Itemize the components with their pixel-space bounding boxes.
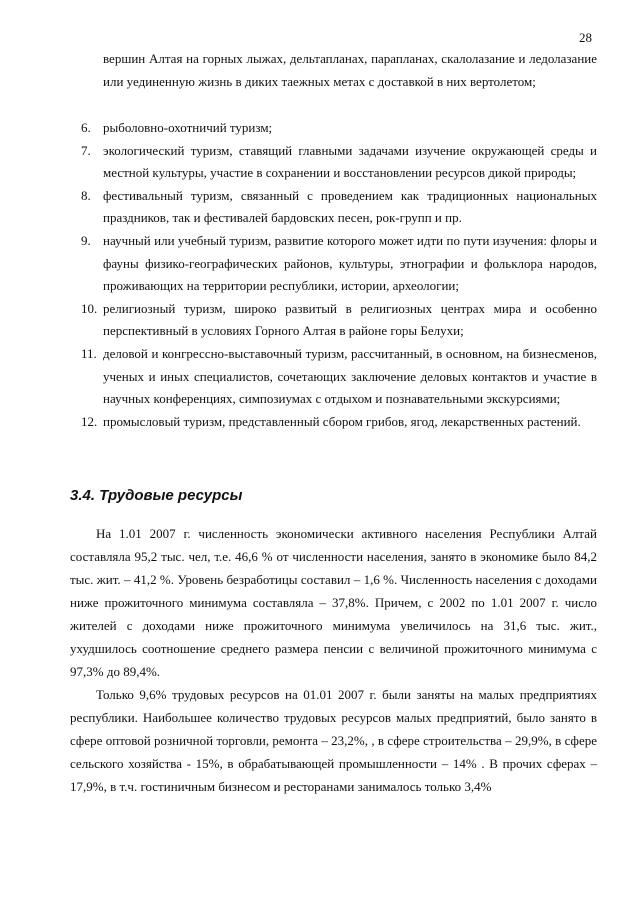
list-item-continuation: вершин Алтая на горных лыжах, дельтапланах, парапланах, скалолазание и ледолазание или уединенную жизнь в диких таежных метах с доставкой в них вертолетом;: [103, 51, 597, 89]
list-item-number: 12.: [81, 413, 98, 429]
list-item-text: экологический туризм, ставящий главными задачами изучение окружающей среды и местной культуры, участие в сохранении и восстановлении ресурсов дикой природы;: [103, 142, 597, 181]
list-item: [81, 117, 597, 140]
list-item: [81, 411, 597, 434]
list-item-number: 6.: [81, 120, 91, 135]
list-item-number: 11.: [81, 345, 97, 361]
list-item: [81, 230, 597, 298]
list-item: [81, 343, 597, 411]
section-body: [70, 522, 597, 798]
list-item-text: рыболовно-охотничий туризм;: [103, 120, 273, 135]
list-item-text: религиозный туризм, широко развитый в религиозных центрах мира и особенно перспективный в условиях Горного Алтая в районе горы Белухи;: [103, 300, 597, 339]
page-number: 28: [579, 30, 592, 45]
list-item-text: промысловый туризм, представленный сбором грибов, ягод, лекарственных растений.: [103, 413, 581, 429]
paragraph: Только 9,6% трудовых ресурсов на 01.01 2007 г. были заняты на малых предприятиях республики. Наибольшее количество трудовых ресурсов малых предприятий, было занято в сфере оптовой розничной торговли, ремонта – 23,2%, , в сфере строительства – 29,9%, в сфере сельского хозяйства - 15%, в обрабатывающей промышленности – 14% . В прочих сферах – 17,9%, в т.ч. гостиничным бизнесом и ресторанами занималось только 3,4%: [70, 687, 597, 794]
list-item-text: фестивальный туризм, связанный с проведением как традиционных национальных праздников, так и фестивалей бардовских песен, рок-групп и пр.: [103, 187, 597, 226]
list-item-text: научный или учебный туризм, развитие которого может идти по пути изучения: флоры и фауны физико-географических районов, культуры, этнографии и фольклора народов, проживающих на территории республики, истории, археологии;: [103, 232, 597, 294]
list-item-number: 7.: [81, 142, 91, 158]
paragraph: На 1.01 2007 г. численность экономически активного населения Республики Алтай составляла 95,2 тыс. чел, т.е. 46,6 % от численности населения, занято в экономике было 84,2 тыс. жит. – 41,2 %. Уровень безработицы составил – 1,6 %. Численность населения с доходами ниже прожиточного минимума составляла – 37,8%. Причем, с 2002 по 1.01 2007 г. число жителей с доходами ниже прожиточного минимума увеличилось на 31,6 тыс. жит., ухудшилось соотношение среднего размера пенсии с величиной прожиточного минимума с 97,3% до 89,4%.: [70, 526, 597, 679]
list-item-text: деловой и конгрессно-выставочный туризм, рассчитанный, в основном, на бизнесменов, ученых и иных специалистов, сочетающих заключение деловых контактов и участие в научных конференциях, симпозиумах с отдыхом и познавательными экскурсиями;: [103, 345, 597, 407]
list-item: [81, 185, 597, 230]
list-item-number: 9.: [81, 232, 91, 248]
list-item: [81, 298, 597, 343]
tourism-types-list: [81, 117, 597, 433]
list-item-number: 10.: [81, 300, 98, 316]
list-item: [81, 140, 597, 185]
list-item-number: 8.: [81, 187, 91, 203]
section-heading: 3.4. Трудовые ресурсы: [70, 487, 243, 504]
